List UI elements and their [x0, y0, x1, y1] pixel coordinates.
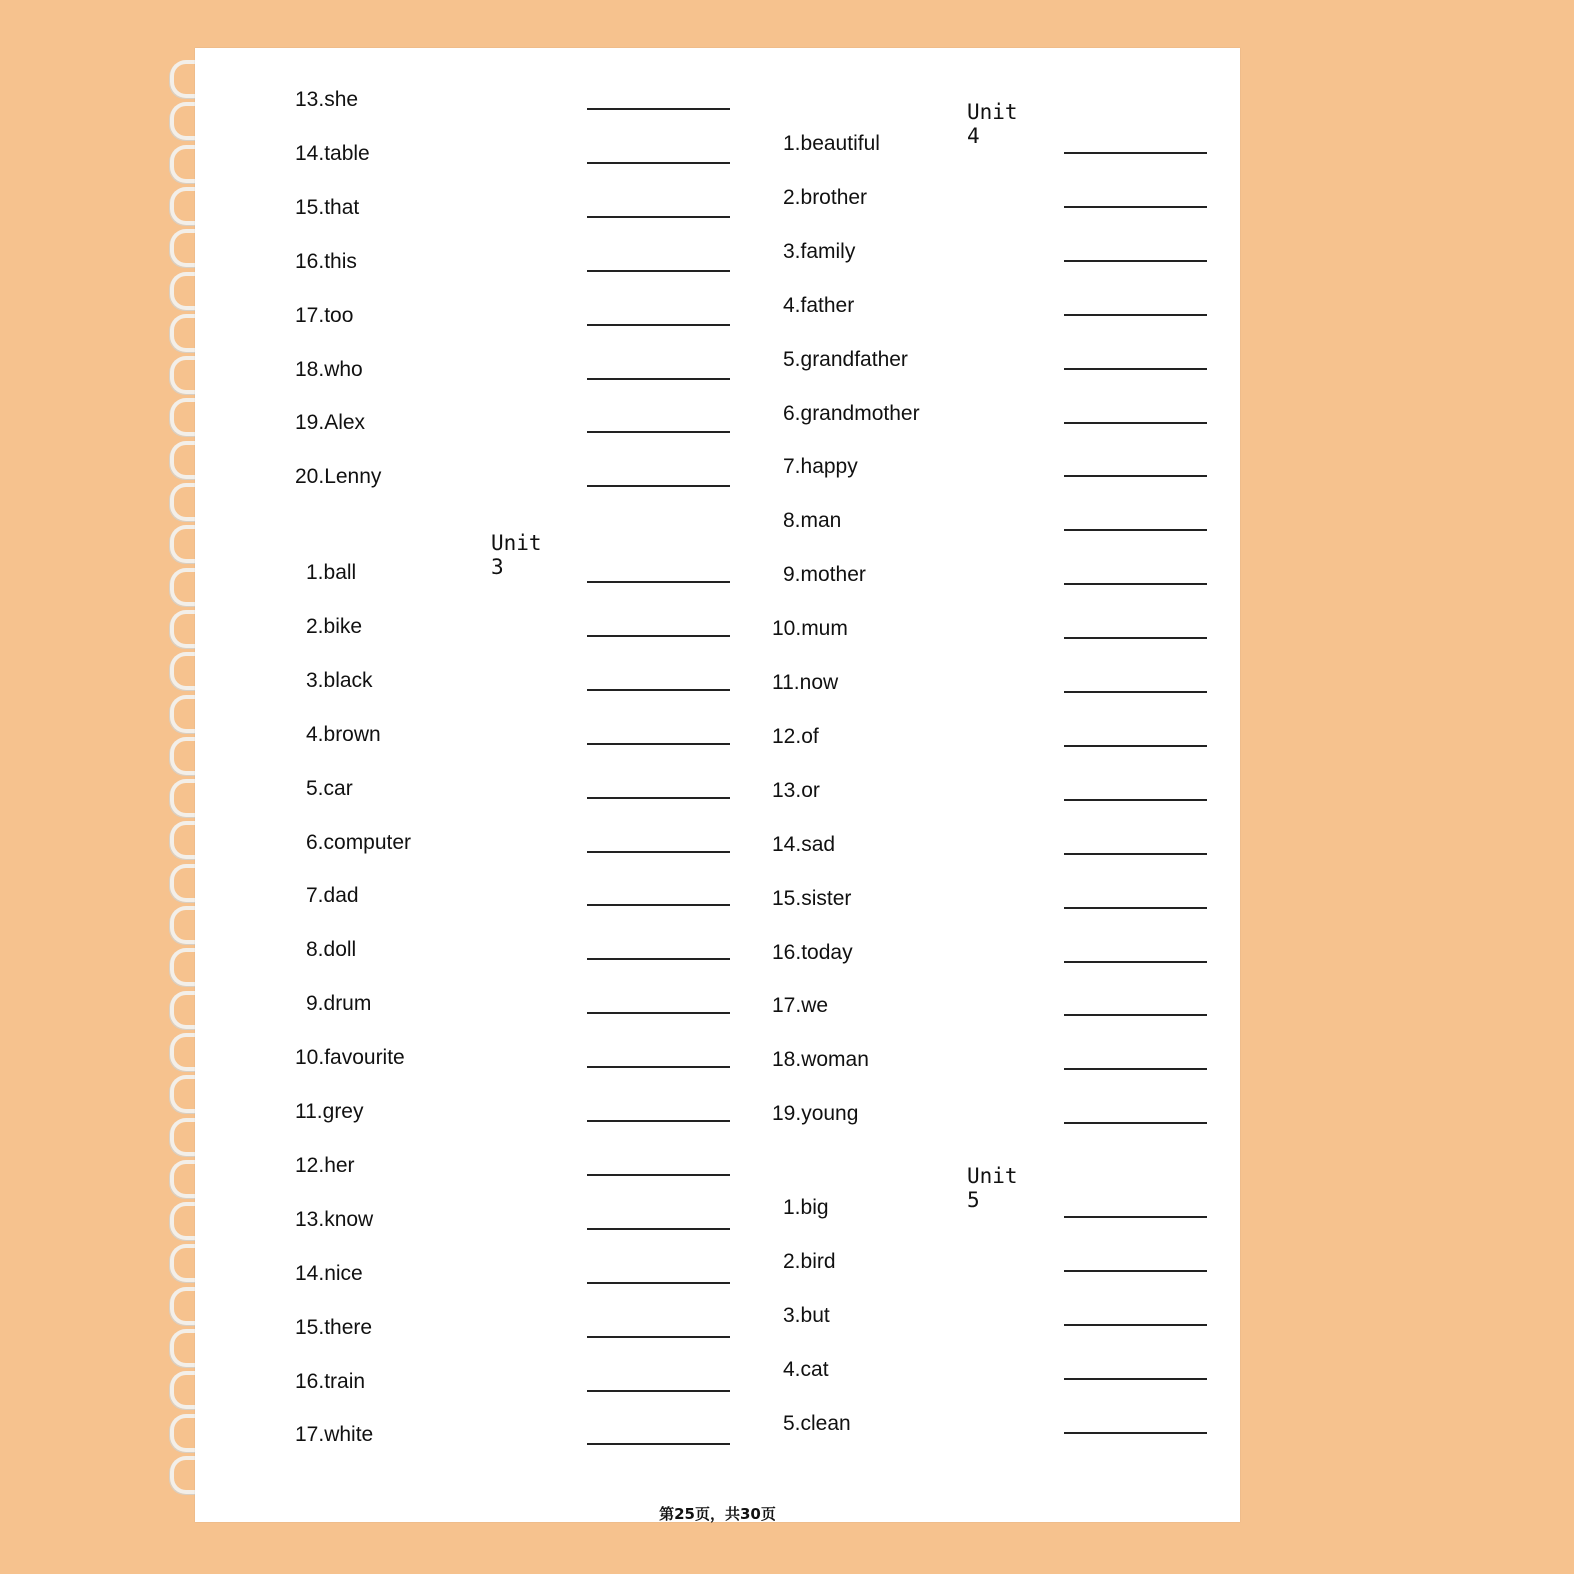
- answer-blank-line[interactable]: [587, 1066, 730, 1068]
- vocab-word: 14.sad: [772, 832, 836, 856]
- answer-blank-line[interactable]: [587, 743, 730, 745]
- answer-blank-line[interactable]: [1064, 1378, 1207, 1380]
- answer-blank-line[interactable]: [1064, 583, 1207, 585]
- vocab-word: 2.bike: [306, 614, 363, 638]
- vocab-word: 5.clean: [783, 1411, 851, 1435]
- vocab-word: 15.that: [295, 195, 360, 219]
- answer-blank-line[interactable]: [1064, 1270, 1207, 1272]
- vocab-word: 17.white: [295, 1423, 374, 1447]
- vocab-word: 13.she: [295, 88, 359, 111]
- page-footer: 第25页，共30页: [659, 1505, 776, 1523]
- vocab-word: 7.happy: [783, 455, 858, 479]
- answer-blank-line[interactable]: [1064, 745, 1207, 747]
- vocab-word: 9.drum: [306, 992, 372, 1016]
- vocab-word: 3.but: [783, 1303, 830, 1327]
- vocab-word: 17.we: [772, 994, 829, 1018]
- answer-blank-line[interactable]: [587, 1336, 730, 1338]
- vocab-word: 13.or: [772, 778, 820, 802]
- answer-blank-line[interactable]: [587, 1174, 730, 1176]
- answer-blank-line[interactable]: [587, 1120, 730, 1122]
- unit-heading: Unit 3: [491, 531, 542, 579]
- answer-blank-line[interactable]: [587, 270, 730, 272]
- vocab-word: 12.her: [295, 1153, 355, 1177]
- answer-blank-line[interactable]: [1064, 1216, 1207, 1218]
- answer-blank-line[interactable]: [587, 431, 730, 433]
- vocab-word: 4.brown: [306, 722, 381, 746]
- answer-blank-line[interactable]: [1064, 368, 1207, 370]
- vocab-word: 3.family: [783, 239, 856, 263]
- answer-blank-line[interactable]: [1064, 637, 1207, 639]
- vocab-word: 7.dad: [306, 884, 359, 908]
- answer-blank-line[interactable]: [587, 904, 730, 906]
- vocab-word: 14.table: [295, 141, 370, 165]
- vocab-word: 2.brother: [783, 185, 868, 209]
- answer-blank-line[interactable]: [587, 689, 730, 691]
- vocab-word: 9.mother: [783, 563, 866, 587]
- vocab-word: 5.car: [306, 776, 353, 800]
- vocab-word: 15.there: [295, 1315, 373, 1339]
- vocab-word: 8.man: [783, 509, 842, 533]
- answer-blank-line[interactable]: [587, 1282, 730, 1284]
- vocab-word: 8.doll: [306, 938, 357, 962]
- answer-blank-line[interactable]: [1064, 1122, 1207, 1124]
- answer-blank-line[interactable]: [587, 1228, 730, 1230]
- vocab-word: 4.father: [783, 293, 855, 317]
- vocab-word: 11.grey: [295, 1100, 364, 1123]
- vocab-word: 5.grandfather: [783, 347, 908, 371]
- vocab-word: 16.this: [295, 249, 357, 273]
- answer-blank-line[interactable]: [1064, 1324, 1207, 1326]
- answer-blank-line[interactable]: [1064, 1432, 1207, 1434]
- answer-blank-line[interactable]: [1064, 853, 1207, 855]
- unit-heading: Unit 4: [967, 100, 1018, 148]
- answer-blank-line[interactable]: [1064, 1068, 1207, 1070]
- answer-blank-line[interactable]: [1064, 961, 1207, 963]
- answer-blank-line[interactable]: [1064, 152, 1207, 154]
- vocab-word: 13.know: [295, 1207, 374, 1231]
- answer-blank-line[interactable]: [1064, 314, 1207, 316]
- vocab-word: 2.bird: [783, 1249, 836, 1273]
- answer-blank-line[interactable]: [1064, 260, 1207, 262]
- answer-blank-line[interactable]: [1064, 691, 1207, 693]
- vocab-word: 16.today: [772, 940, 853, 964]
- answer-blank-line[interactable]: [1064, 1014, 1207, 1016]
- vocab-word: 14.nice: [295, 1261, 363, 1285]
- answer-blank-line[interactable]: [1064, 529, 1207, 531]
- vocab-word: 16.train: [295, 1369, 366, 1393]
- answer-blank-line[interactable]: [1064, 422, 1207, 424]
- vocab-word: 6.grandmother: [783, 401, 920, 425]
- answer-blank-line[interactable]: [587, 485, 730, 487]
- vocab-word: 19.Alex: [295, 411, 366, 435]
- answer-blank-line[interactable]: [587, 1012, 730, 1014]
- answer-blank-line[interactable]: [1064, 799, 1207, 801]
- vocab-word: 1.ball: [306, 561, 357, 584]
- answer-blank-line[interactable]: [587, 1443, 730, 1445]
- answer-blank-line[interactable]: [587, 635, 730, 637]
- answer-blank-line[interactable]: [587, 797, 730, 799]
- vocab-word: 17.too: [295, 303, 354, 327]
- answer-blank-line[interactable]: [587, 1390, 730, 1392]
- vocab-word: 10.mum: [772, 617, 848, 641]
- unit-heading: Unit 5: [967, 1164, 1018, 1212]
- vocab-word: 1.beautiful: [783, 132, 880, 155]
- vocab-word: 10.favourite: [295, 1046, 405, 1070]
- answer-blank-line[interactable]: [587, 581, 730, 583]
- answer-blank-line[interactable]: [1064, 907, 1207, 909]
- vocab-word: 12.of: [772, 724, 819, 748]
- answer-blank-line[interactable]: [1064, 206, 1207, 208]
- vocab-word: 20.Lenny: [295, 465, 382, 489]
- vocab-word: 1.big: [783, 1196, 829, 1219]
- answer-blank-line[interactable]: [1064, 475, 1207, 477]
- answer-blank-line[interactable]: [587, 324, 730, 326]
- vocab-word: 18.woman: [772, 1048, 869, 1072]
- answer-blank-line[interactable]: [587, 958, 730, 960]
- vocab-word: 18.who: [295, 357, 363, 381]
- vocab-word: 6.computer: [306, 830, 412, 854]
- vocab-word: 4.cat: [783, 1357, 829, 1381]
- answer-blank-line[interactable]: [587, 851, 730, 853]
- answer-blank-line[interactable]: [587, 216, 730, 218]
- worksheet-page: [195, 48, 1240, 1522]
- vocab-word: 19.young: [772, 1102, 859, 1126]
- answer-blank-line[interactable]: [587, 108, 730, 110]
- answer-blank-line[interactable]: [587, 378, 730, 380]
- vocab-word: 3.black: [306, 668, 373, 692]
- vocab-word: 15.sister: [772, 886, 852, 910]
- answer-blank-line[interactable]: [587, 162, 730, 164]
- vocab-word: 11.now: [772, 671, 839, 694]
